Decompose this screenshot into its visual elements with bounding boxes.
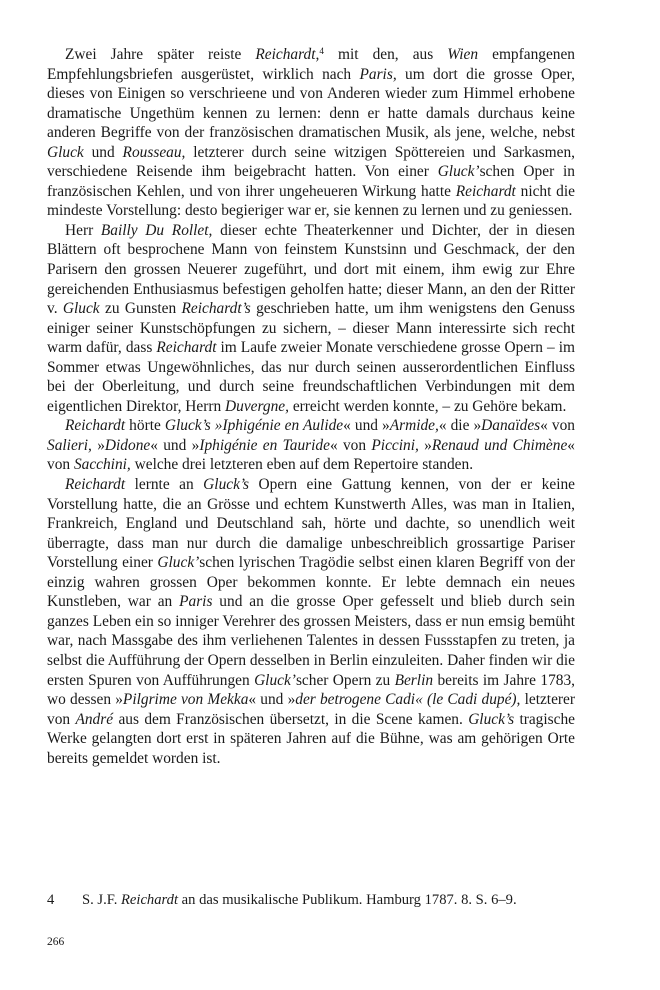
text-run: geschrieben hatte, um ihm wenigstens den Genuss einiger seiner Kunstschöpfungen zu sichern, – dieser Mann interessirte sich recht warm dafür, dass <box>47 300 575 357</box>
text-run: « und » <box>248 691 296 709</box>
italic-text: Gluck <box>62 300 100 318</box>
italic-text: Wien <box>447 46 479 63</box>
italic-text: Paris <box>179 593 213 611</box>
text-run: letzterer von <box>47 691 575 728</box>
text-run: « von <box>329 436 372 454</box>
italic-text: Reichardt <box>455 182 516 200</box>
text-run: schen lyrischen Tragödie selbst einen klaren Begriff von der einzig wahren grossen Oper bekommen konnte. Er lebte demnach ein neues Kunstleben, war an <box>47 554 576 611</box>
main-text <box>47 45 575 768</box>
italic-text: Danaïdes <box>481 417 541 435</box>
italic-text: Gluck’s »Iphigénie en Aulide <box>164 417 344 435</box>
paragraph <box>47 45 575 221</box>
text-run: mit den, aus <box>323 46 448 63</box>
text-run: dieser echte Theaterkenner und Dichter, der in diesen Blättern oft besprochene Mann von feinstem Kunstsinn und Geschmack, der den Parisern den grossen Neuerer zugeführt, und dort mit einem, ihm ewig zur Ehre gereichenden Enthusiasmus befestigen geholfen hatte; dieser Mann, an den der Ritter v. <box>47 221 575 318</box>
italic-text: Pilgrime von Mekka <box>122 691 249 709</box>
text-run: Herr <box>65 221 101 239</box>
italic-text: Gluck’s <box>468 710 515 728</box>
text-run: « die » <box>438 417 482 435</box>
text-run: tragische Werke gelangten dort erst in späteren Jahren auf die Bühne, was am gehörigen Orte bereits gemeldet worden ist. <box>47 710 575 767</box>
text-run: « von <box>540 417 575 435</box>
italic-text: Reichardt <box>65 417 126 435</box>
text-run: und an die grosse Oper gefesselt und blieb durch sein ganzes Leben ein so inniger Verehrer des grossen Meisters, dass er nun emsig bemüht war, nach Massgabe des ihm verliehenen Talentes in dessen Fussstapfen zu treten, ja selbst die Aufführung der Opern desselben in Berlin einzuleiten. Daher finden wir die ersten Spuren von Aufführungen <box>47 593 575 689</box>
paragraph <box>47 221 575 416</box>
paragraph <box>47 475 575 768</box>
italic-text: Reichardt, <box>255 46 320 63</box>
italic-text: der betrogene Cadi« (le Cadi dupé), <box>295 691 521 709</box>
text-run: « und » <box>343 417 390 435</box>
italic-text: Reichardt’s <box>181 300 251 318</box>
text-run: hörte <box>125 417 165 435</box>
text-run: und <box>83 143 123 161</box>
italic-text: Reichardt <box>65 476 126 494</box>
italic-text: Renaud und Chimène <box>431 436 568 454</box>
italic-text: Bailly Du Rollet, <box>100 221 213 239</box>
italic-text: Gluck <box>47 143 84 161</box>
text-run: welche drei letzteren eben auf dem Repertoire standen. <box>130 456 474 474</box>
italic-text: Berlin <box>394 671 434 689</box>
italic-text: André <box>75 710 114 728</box>
text-run: erreicht werden konnte, – zu Gehöre bekam. <box>288 397 567 415</box>
text-run: um dort die grosse Oper, dieses von Einigen so verschrieene und von Anderen wieder zum Himmel erhobene dramatische Ungethüm kennen zu lernen: denn er hatte damals durchaus keine anderen Begriffe von der französischen dramatischen Musik, als jene, welche, nebst <box>47 65 575 142</box>
text-run: S. J.F. <box>82 892 121 908</box>
page-number: 266 <box>47 936 65 948</box>
italic-text: Reichardt <box>156 339 217 357</box>
text-run: Zwei Jahre später reiste <box>65 46 256 63</box>
text-run: letzterer durch seine witzigen Spöttereien und Sarkasmen, verschiedene Reisende ihm beigebracht hatten. Von einer <box>47 143 575 181</box>
italic-text: Paris, <box>359 65 397 83</box>
text-run: scher Opern zu <box>295 671 395 689</box>
text-run: im Laufe zweier Monate verschiedene grosse Opern – im Sommer etwas Ungewöhnliches, das nur durch seinen ausserordentlichen Einfluss bei der Oberleitung, und durch seine freundschaftlichen Verbindungen mit dem eigentlichen Direktor, Herrn <box>47 339 576 415</box>
text-run: empfangenen Empfehlungsbriefen ausgerüstet, wirklich nach <box>47 46 576 83</box>
italic-text: Gluck’ <box>437 163 480 181</box>
text-run: bereits im Jahre 1783, wo dessen » <box>47 671 575 709</box>
text-run: lernte an <box>125 476 204 494</box>
text-run: schen Oper in französischen Kehlen, und von ihrer ungeheueren Wirkung hatte <box>47 163 575 200</box>
footnote-number: 4 <box>47 892 55 908</box>
text-run: » <box>418 436 432 454</box>
text-run: an das musikalische Publikum. Hamburg 1787. 8. S. 6–9. <box>178 892 517 908</box>
italic-text: Duvergne, <box>225 397 289 415</box>
italic-text: Gluck’ <box>254 671 296 689</box>
footnote-ref: 4 <box>319 45 324 56</box>
italic-text: Armide, <box>389 417 439 435</box>
text-run: « und » <box>150 436 200 454</box>
text-run: zu Gunsten <box>99 300 182 318</box>
italic-text: Sacchini, <box>73 456 131 474</box>
text-run: nicht die mindeste Vorstellung: desto begieriger war er, sie kennen zu lernen und zu geniessen. <box>47 182 575 220</box>
italic-text: Didone <box>104 436 151 454</box>
italic-text: Reichardt <box>121 892 179 908</box>
italic-text: Gluck’ <box>157 554 200 572</box>
paragraph <box>47 416 575 475</box>
italic-text: Piccini, <box>371 436 419 454</box>
italic-text: Rousseau, <box>122 143 186 161</box>
text-run: « von <box>47 436 575 474</box>
italic-text: Iphigénie en Tauride <box>199 436 330 454</box>
text-run: aus dem Französischen übersetzt, in die Scene kamen. <box>113 710 469 728</box>
footnote-text <box>82 891 517 910</box>
text-run: » <box>91 436 105 454</box>
italic-text: Gluck’s <box>203 476 250 494</box>
text-run: Opern eine Gattung kennen, von der er keine Vorstellung hatte, die an Grösse und echtem Kunstwerth Alles, was man in Italien, Frankreich, England und Deutschland sah, hörte und dachte, so unendlich weit überragte, dass man nur durch die damalige unbeschreiblich grossartige Pariser Vorstellung einer <box>47 476 575 572</box>
italic-text: Salieri, <box>47 436 92 454</box>
